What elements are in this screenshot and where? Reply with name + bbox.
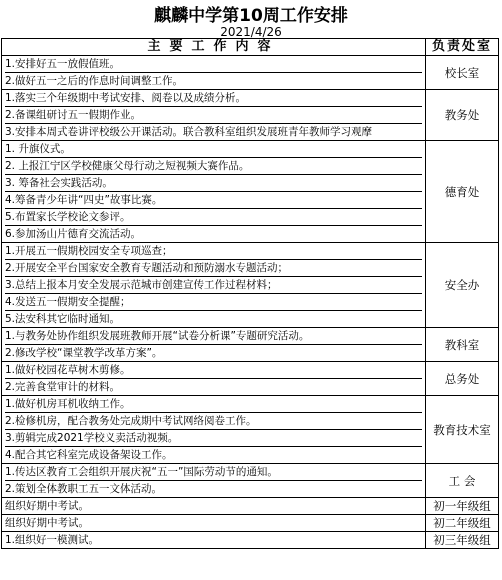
table-row — [2, 396, 499, 464]
content-cell — [2, 56, 426, 90]
content-cell — [2, 328, 426, 362]
item-line: 2.修改学校“课堂教学改革方案”。 — [5, 344, 422, 361]
table-row — [2, 362, 499, 396]
table-row — [2, 141, 499, 243]
date-label: 2021/4/26 — [220, 25, 282, 39]
table-row — [2, 515, 499, 532]
item-line: 2.完善食堂审计的材料。 — [5, 378, 422, 395]
dept-cell: 校长室 — [426, 56, 499, 90]
table-row — [2, 243, 499, 328]
item-line: 4.配合其它科室完成设备架设工作。 — [5, 446, 422, 463]
content-cell — [2, 515, 426, 532]
item-line: 2.做好五一之后的作息时间调整工作。 — [5, 72, 422, 89]
item-line: 4.筹备青少年讲“四史”故事比赛。 — [5, 191, 422, 208]
dept-cell: 教务处 — [426, 90, 499, 141]
item-line: 1.做好机房耳机收纳工作。 — [5, 398, 131, 410]
item-line: 5.布置家长学校论文参评。 — [5, 208, 422, 225]
content-cell — [2, 498, 426, 515]
item-line: 1.传达区教育工会组织开展庆祝“五一”国际劳动节的通知。 — [5, 466, 278, 478]
item-line: 2.策划全体教职工五一文体活动。 — [5, 480, 422, 497]
header-dept: 负责处室 — [426, 39, 499, 56]
content-cell — [2, 141, 426, 243]
item-line: 4.发送五一假期安全提醒； — [5, 293, 422, 310]
item-line: 组织好期中考试。 — [5, 500, 89, 512]
item-line: 3.总结上报本月安全发展示范城市创建宣传工作过程材料； — [5, 276, 422, 293]
schedule-table — [1, 38, 499, 549]
content-cell — [2, 90, 426, 141]
content-cell — [2, 464, 426, 498]
item-line: 3.剪辑完成2021学校义卖活动视频。 — [5, 429, 422, 446]
item-line: 1.开展五一假期校园安全专项巡查； — [5, 245, 173, 257]
item-line: 3. 筹备社会实践活动。 — [5, 174, 422, 191]
table-row — [2, 328, 499, 362]
content-cell — [2, 396, 426, 464]
item-line: 1.安排好五一放假值班。 — [5, 58, 121, 70]
dept-cell: 初一年级组 — [426, 498, 499, 515]
item-line: 2.检修机房，配合教务处完成期中考试网络阅卷工作。 — [5, 412, 422, 429]
page-title: 麒麟中学第10周工作安排 — [154, 6, 348, 26]
table-row — [2, 498, 499, 515]
item-line: 3.安排本周式卷讲评校级公开课活动。联合教科室组织发展班青年教师学习观摩 — [5, 123, 422, 140]
table-row — [2, 90, 499, 141]
item-line: 1. 升旗仪式。 — [5, 143, 71, 155]
content-cell — [2, 362, 426, 396]
item-line: 2. 上报江宁区学校健康父母行动之短视频大赛作品。 — [5, 157, 422, 174]
item-line: 1.做好校园花草树木剪修。 — [5, 364, 131, 376]
dept-cell: 安全办 — [426, 243, 499, 328]
item-line: 2.备课组研讨五一假期作业。 — [5, 106, 422, 123]
header-content: 主要工作内容 — [2, 39, 426, 56]
header-row — [2, 39, 499, 56]
dept-cell: 初二年级组 — [426, 515, 499, 532]
content-cell — [2, 532, 426, 549]
item-line: 2.开展安全平台国家安全教育专题活动和预防溺水专题活动； — [5, 259, 422, 276]
item-line: 5.法安科其它临时通知。 — [5, 310, 422, 327]
item-line: 1.与教务处协作组织发展班教师开展“试卷分析课”专题研究活动。 — [5, 330, 310, 342]
dept-cell: 教科室 — [426, 328, 499, 362]
content-cell — [2, 243, 426, 328]
dept-cell: 工 会 — [426, 464, 499, 498]
table-row — [2, 56, 499, 90]
table-row — [2, 532, 499, 549]
dept-cell: 总务处 — [426, 362, 499, 396]
item-line: 1.落实三个年级期中考试安排、阅卷以及成绩分析。 — [5, 92, 247, 104]
item-line: 1.组织好一模测试。 — [5, 534, 100, 546]
item-line: 组织好期中考试。 — [5, 517, 89, 529]
dept-cell: 教育技术室 — [426, 396, 499, 464]
item-line: 6.参加汤山片德育交流活动。 — [5, 225, 422, 242]
table-row — [2, 464, 499, 498]
dept-cell: 德育处 — [426, 141, 499, 243]
dept-cell: 初三年级组 — [426, 532, 499, 549]
